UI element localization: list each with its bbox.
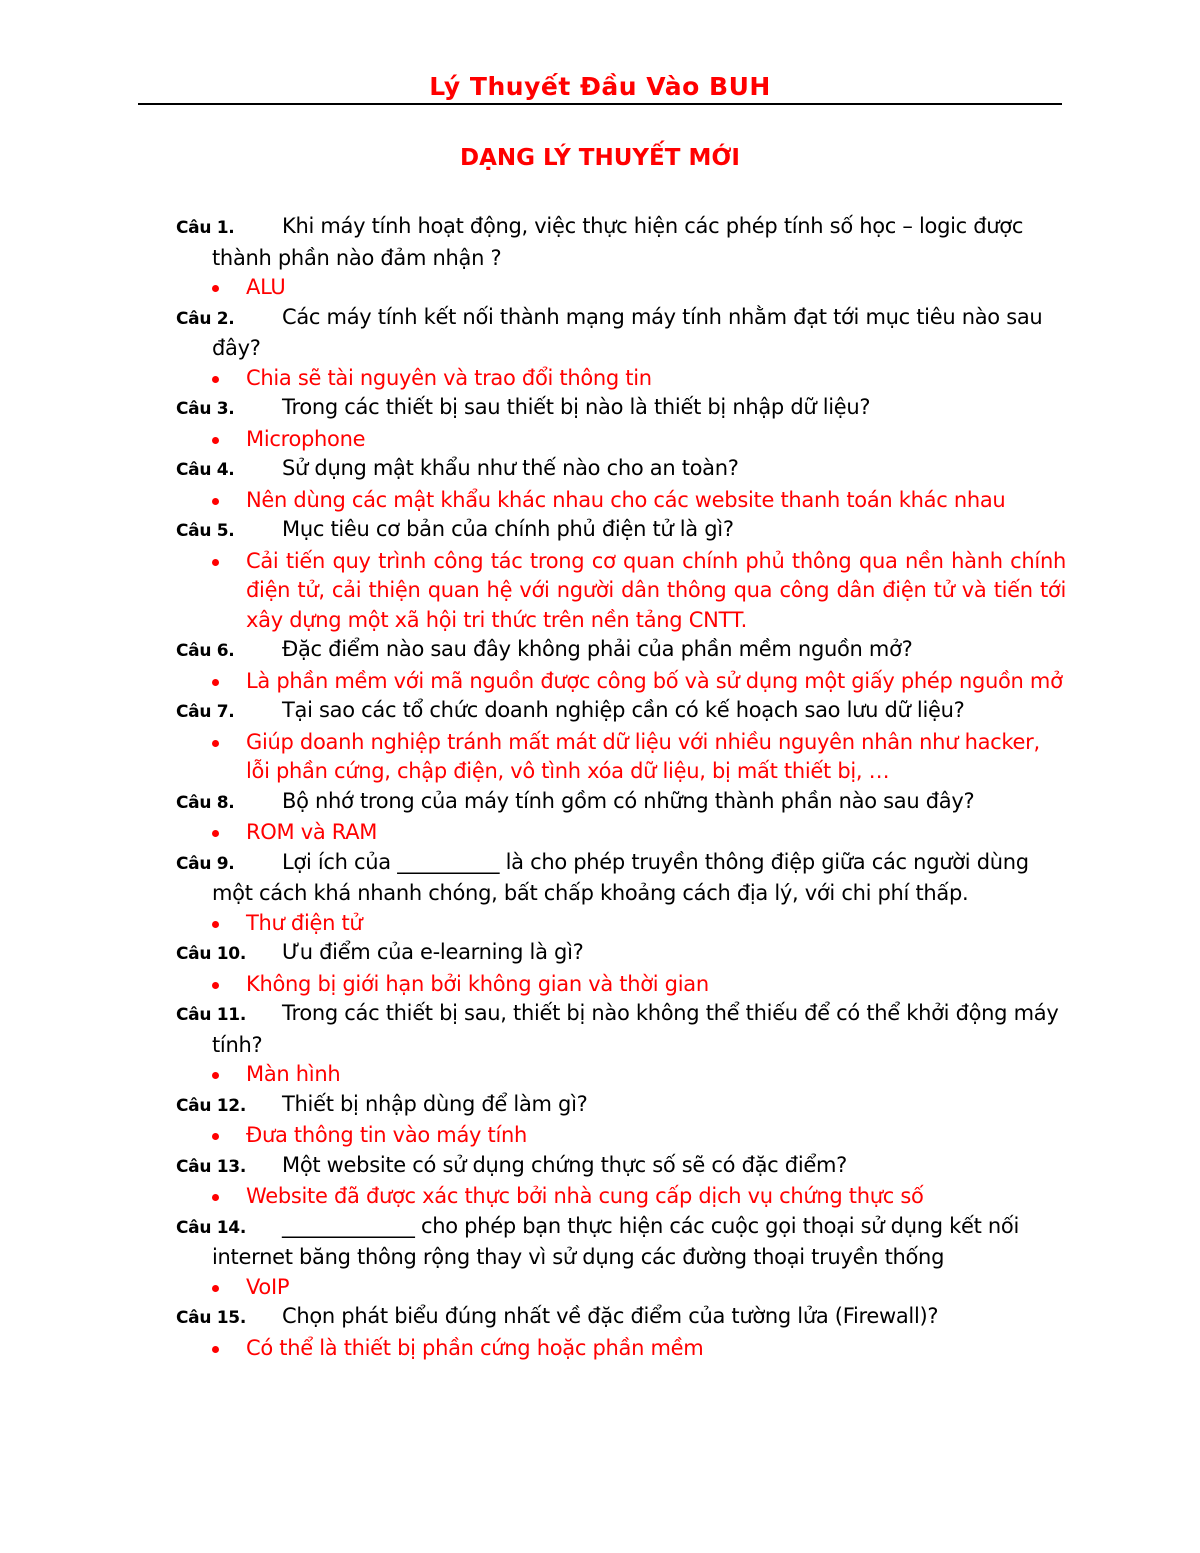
answer-text: ROM và RAM (246, 820, 378, 844)
question-label: Câu 1. (176, 218, 235, 238)
question (176, 454, 1066, 486)
question-label: Câu 3. (176, 399, 235, 419)
question-label: Câu 2. (176, 308, 235, 329)
question-text: Mục tiêu cơ bản của chính phủ điện tử là gì? (282, 517, 734, 541)
question (176, 303, 1066, 364)
question-label: Câu 4. (176, 460, 235, 480)
question-text: Sử dụng mật khẩu như thế nào cho an toàn? (282, 456, 739, 480)
question-label: Câu 15. (176, 1308, 246, 1328)
question-text: _____________ cho phép bạn thực hiện các cuộc gọi thoại sử dụng kết nối internet băng thông rộng thay vì sử dụng các đường thoại truyền thống (212, 1213, 1020, 1269)
question-text: Trong các thiết bị sau, thiết bị nào không thể thiếu để có thể khởi động máy tính? (212, 1001, 1059, 1057)
question-text: Đặc điểm nào sau đây không phải của phần mềm nguồn mở? (282, 637, 913, 661)
answer (176, 1334, 1066, 1364)
answer (176, 667, 1066, 697)
question (176, 696, 1066, 728)
question-text: Thiết bị nhập dùng để làm gì? (282, 1091, 588, 1116)
bullet-icon (212, 982, 219, 989)
question-label: Câu 14. (176, 1217, 246, 1238)
question (176, 1090, 1066, 1122)
answer-text: VoIP (246, 1274, 290, 1299)
question-text: Các máy tính kết nối thành mạng máy tính nhằm đạt tới mục tiêu nào sau đây? (212, 304, 1043, 360)
bullet-icon (212, 498, 219, 505)
bullet-icon (212, 830, 219, 837)
question-label: Câu 7. (176, 702, 235, 722)
bullet-icon (212, 285, 219, 292)
section-title: DẠNG LÝ THUYẾT MỚI (460, 145, 740, 171)
answer-text: Chia sẽ tài nguyên và trao đổi thông tin (246, 365, 652, 390)
question (176, 1212, 1066, 1273)
bullet-icon (212, 740, 219, 747)
answer (176, 970, 1066, 1000)
answer (176, 273, 1066, 303)
question (176, 393, 1066, 425)
question (176, 848, 1066, 909)
bullet-icon (212, 1346, 219, 1353)
bullet-icon (212, 376, 219, 383)
question-text: Chọn phát biểu đúng nhất về đặc điểm của tường lửa (Firewall)? (282, 1304, 939, 1328)
question-text: Ưu điểm của e-learning là gì? (282, 940, 584, 964)
question-label: Câu 8. (176, 792, 235, 813)
question-list (176, 212, 1066, 1363)
answer-text: Nên dùng các mật khẩu khác nhau cho các website thanh toán khác nhau (246, 487, 1006, 512)
answer (176, 728, 1066, 787)
answer-text: Website đã được xác thực bởi nhà cung cấp dịch vụ chứng thực số (246, 1184, 924, 1208)
answer (176, 1121, 1066, 1151)
answer (176, 425, 1066, 455)
question-label: Câu 13. (176, 1156, 246, 1177)
document-header-title: Lý Thuyết Đầu Vào BUH (429, 72, 771, 101)
answer (176, 909, 1066, 939)
answer (176, 1273, 1066, 1303)
answer (176, 1182, 1066, 1212)
bullet-icon (212, 921, 219, 928)
bullet-icon (212, 679, 219, 686)
question-text: Khi máy tính hoạt động, việc thực hiện các phép tính số học – logic được thành phần nào đảm nhận ? (212, 214, 1024, 270)
answer (176, 818, 1066, 848)
answer (176, 547, 1066, 636)
bullet-icon (212, 1072, 219, 1079)
answer-text: ALU (246, 275, 286, 299)
bullet-icon (212, 1285, 219, 1292)
question-text: Lợi ích của __________ là cho phép truyền thông điệp giữa các người dùng một cách khá nhanh chóng, bất chấp khoảng cách địa lý, với chi phí thấp. (212, 849, 1029, 905)
question (176, 938, 1066, 970)
question-text: Tại sao các tổ chức doanh nghiệp cần có kế hoạch sao lưu dữ liệu? (282, 698, 965, 722)
question-label: Câu 11. (176, 1005, 246, 1025)
question (176, 999, 1066, 1060)
question-label: Câu 9. (176, 853, 235, 874)
answer (176, 486, 1066, 516)
question-text: Bộ nhớ trong của máy tính gồm có những thành phần nào sau đây? (282, 788, 975, 813)
bullet-icon (212, 437, 219, 444)
question (176, 1302, 1066, 1334)
question (176, 212, 1066, 273)
answer-text: Đưa thông tin vào máy tính (246, 1123, 528, 1147)
question (176, 635, 1066, 667)
question (176, 515, 1066, 547)
answer-text: Giúp doanh nghiệp tránh mất mát dữ liệu với nhiều nguyên nhân như hacker, lỗi phần cứng, chập điện, vô tình xóa dữ liệu, bị mất thiết bị, … (246, 729, 1040, 783)
question-label: Câu 6. (176, 641, 235, 661)
answer (176, 1060, 1066, 1090)
question (176, 1151, 1066, 1183)
bullet-icon (212, 559, 219, 566)
answer-text: Cải tiến quy trình công tác trong cơ quan chính phủ thông qua nền hành chính điện tử, cải thiện quan hệ với người dân thông qua công dân điện tử và tiến tới xây dựng một xã hội tri thức trên nền tảng CNTT. (246, 548, 1066, 632)
answer-text: Không bị giới hạn bởi không gian và thời gian (246, 971, 709, 996)
question-text: Một website có sử dụng chứng thực số sẽ có đặc điểm? (282, 1152, 847, 1177)
question-label: Câu 12. (176, 1095, 246, 1116)
bullet-icon (212, 1133, 219, 1140)
question-label: Câu 5. (176, 521, 235, 541)
question-text: Trong các thiết bị sau thiết bị nào là thiết bị nhập dữ liệu? (282, 395, 871, 419)
answer-text: Có thể là thiết bị phần cứng hoặc phần mềm (246, 1335, 704, 1360)
answer-text: Thư điện tử (246, 910, 363, 935)
answer (176, 364, 1066, 394)
bullet-icon (212, 1194, 219, 1201)
answer-text: Microphone (246, 426, 366, 451)
answer-text: Là phần mềm với mã nguồn được công bố và sử dụng một giấy phép nguồn mở (246, 668, 1063, 693)
header-divider (138, 103, 1062, 105)
question (176, 787, 1066, 819)
question-label: Câu 10. (176, 944, 246, 964)
answer-text: Màn hình (246, 1062, 341, 1086)
